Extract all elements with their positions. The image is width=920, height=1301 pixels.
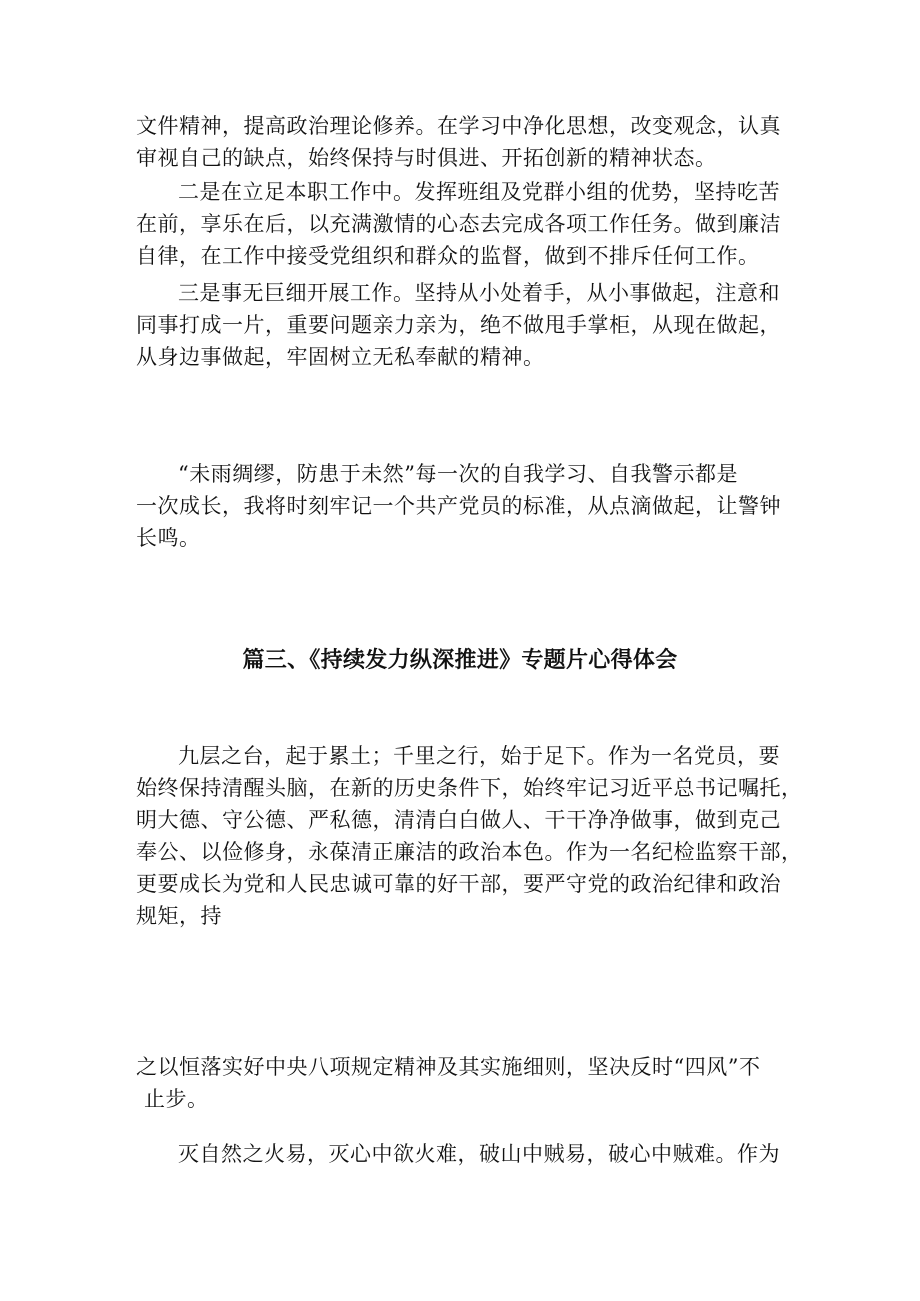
paragraph-6: [136, 1051, 792, 1115]
text-line: 长鸣。: [136, 526, 201, 550]
text-line: 一次成长，我将时刻牢记一个共产党员的标准，从点滴做起，让警钟: [136, 494, 781, 518]
text-line: 在前，享乐在后，以充满激情的心态去完成各项工作任务。做到廉洁: [136, 212, 781, 236]
text-line: 更要成长为党和人民忠诚可靠的好干部，要严守党的政治纪律和政治: [136, 872, 781, 896]
text-line: 之以恒落实好中央八项规定精神及其实施细则，坚决反时“四风”不: [136, 1055, 761, 1079]
paragraph-2: [136, 176, 792, 272]
paragraph-4: [136, 458, 792, 554]
section-title: 篇三、《持续发力纵深推进》专题片心得体会: [242, 648, 678, 673]
text-line: 三是事无巨细开展工作。坚持从小处着手，从小事做起，注意和: [178, 281, 780, 305]
paragraph-3: [136, 277, 792, 373]
paragraph-7: [136, 1138, 792, 1170]
text-line: 始终保持清醒头脑，在新的历史条件下，始终牢记习近平总书记嘱托，: [136, 776, 803, 800]
text-line: 从身边事做起，牢固树立无私奉献的精神。: [136, 345, 545, 369]
paragraph-1: [136, 110, 792, 174]
paragraph-5: [136, 740, 803, 932]
text-line: 自律，在工作中接受党组织和群众的监督，做到不排斥任何工作。: [136, 244, 760, 268]
text-line: 规矩，持: [136, 904, 222, 928]
text-line: 止步。: [144, 1087, 209, 1111]
text-line: 二是在立足本职工作中。发挥班组及党群小组的优势，坚持吃苦: [178, 180, 780, 204]
text-line: 同事打成一片，重要问题亲力亲为，绝不做甩手掌柜，从现在做起，: [136, 313, 781, 337]
text-line: 奉公、以俭修身，永葆清正廉洁的政治本色。作为一名纪检监察干部，: [136, 840, 803, 864]
text-line: 灭自然之火易，灭心中欲火难，破山中贼易，破心中贼难。作为: [178, 1142, 780, 1166]
text-line: 九层之台，起于累土；千里之行，始于足下。作为一名党员，要: [178, 744, 780, 768]
text-line: “未雨绸缪，防患于未然”每一次的自我学习、自我警示都是: [178, 462, 738, 486]
text-line: 明大德、守公德、严私德，清清白白做人、干干净净做事，做到克己: [136, 808, 781, 832]
text-line: 审视自己的缺点，始终保持与时俱进、开拓创新的精神状态。: [136, 146, 717, 170]
text-line: 文件精神，提高政治理论修养。在学习中净化思想，改变观念，认真: [136, 114, 781, 138]
